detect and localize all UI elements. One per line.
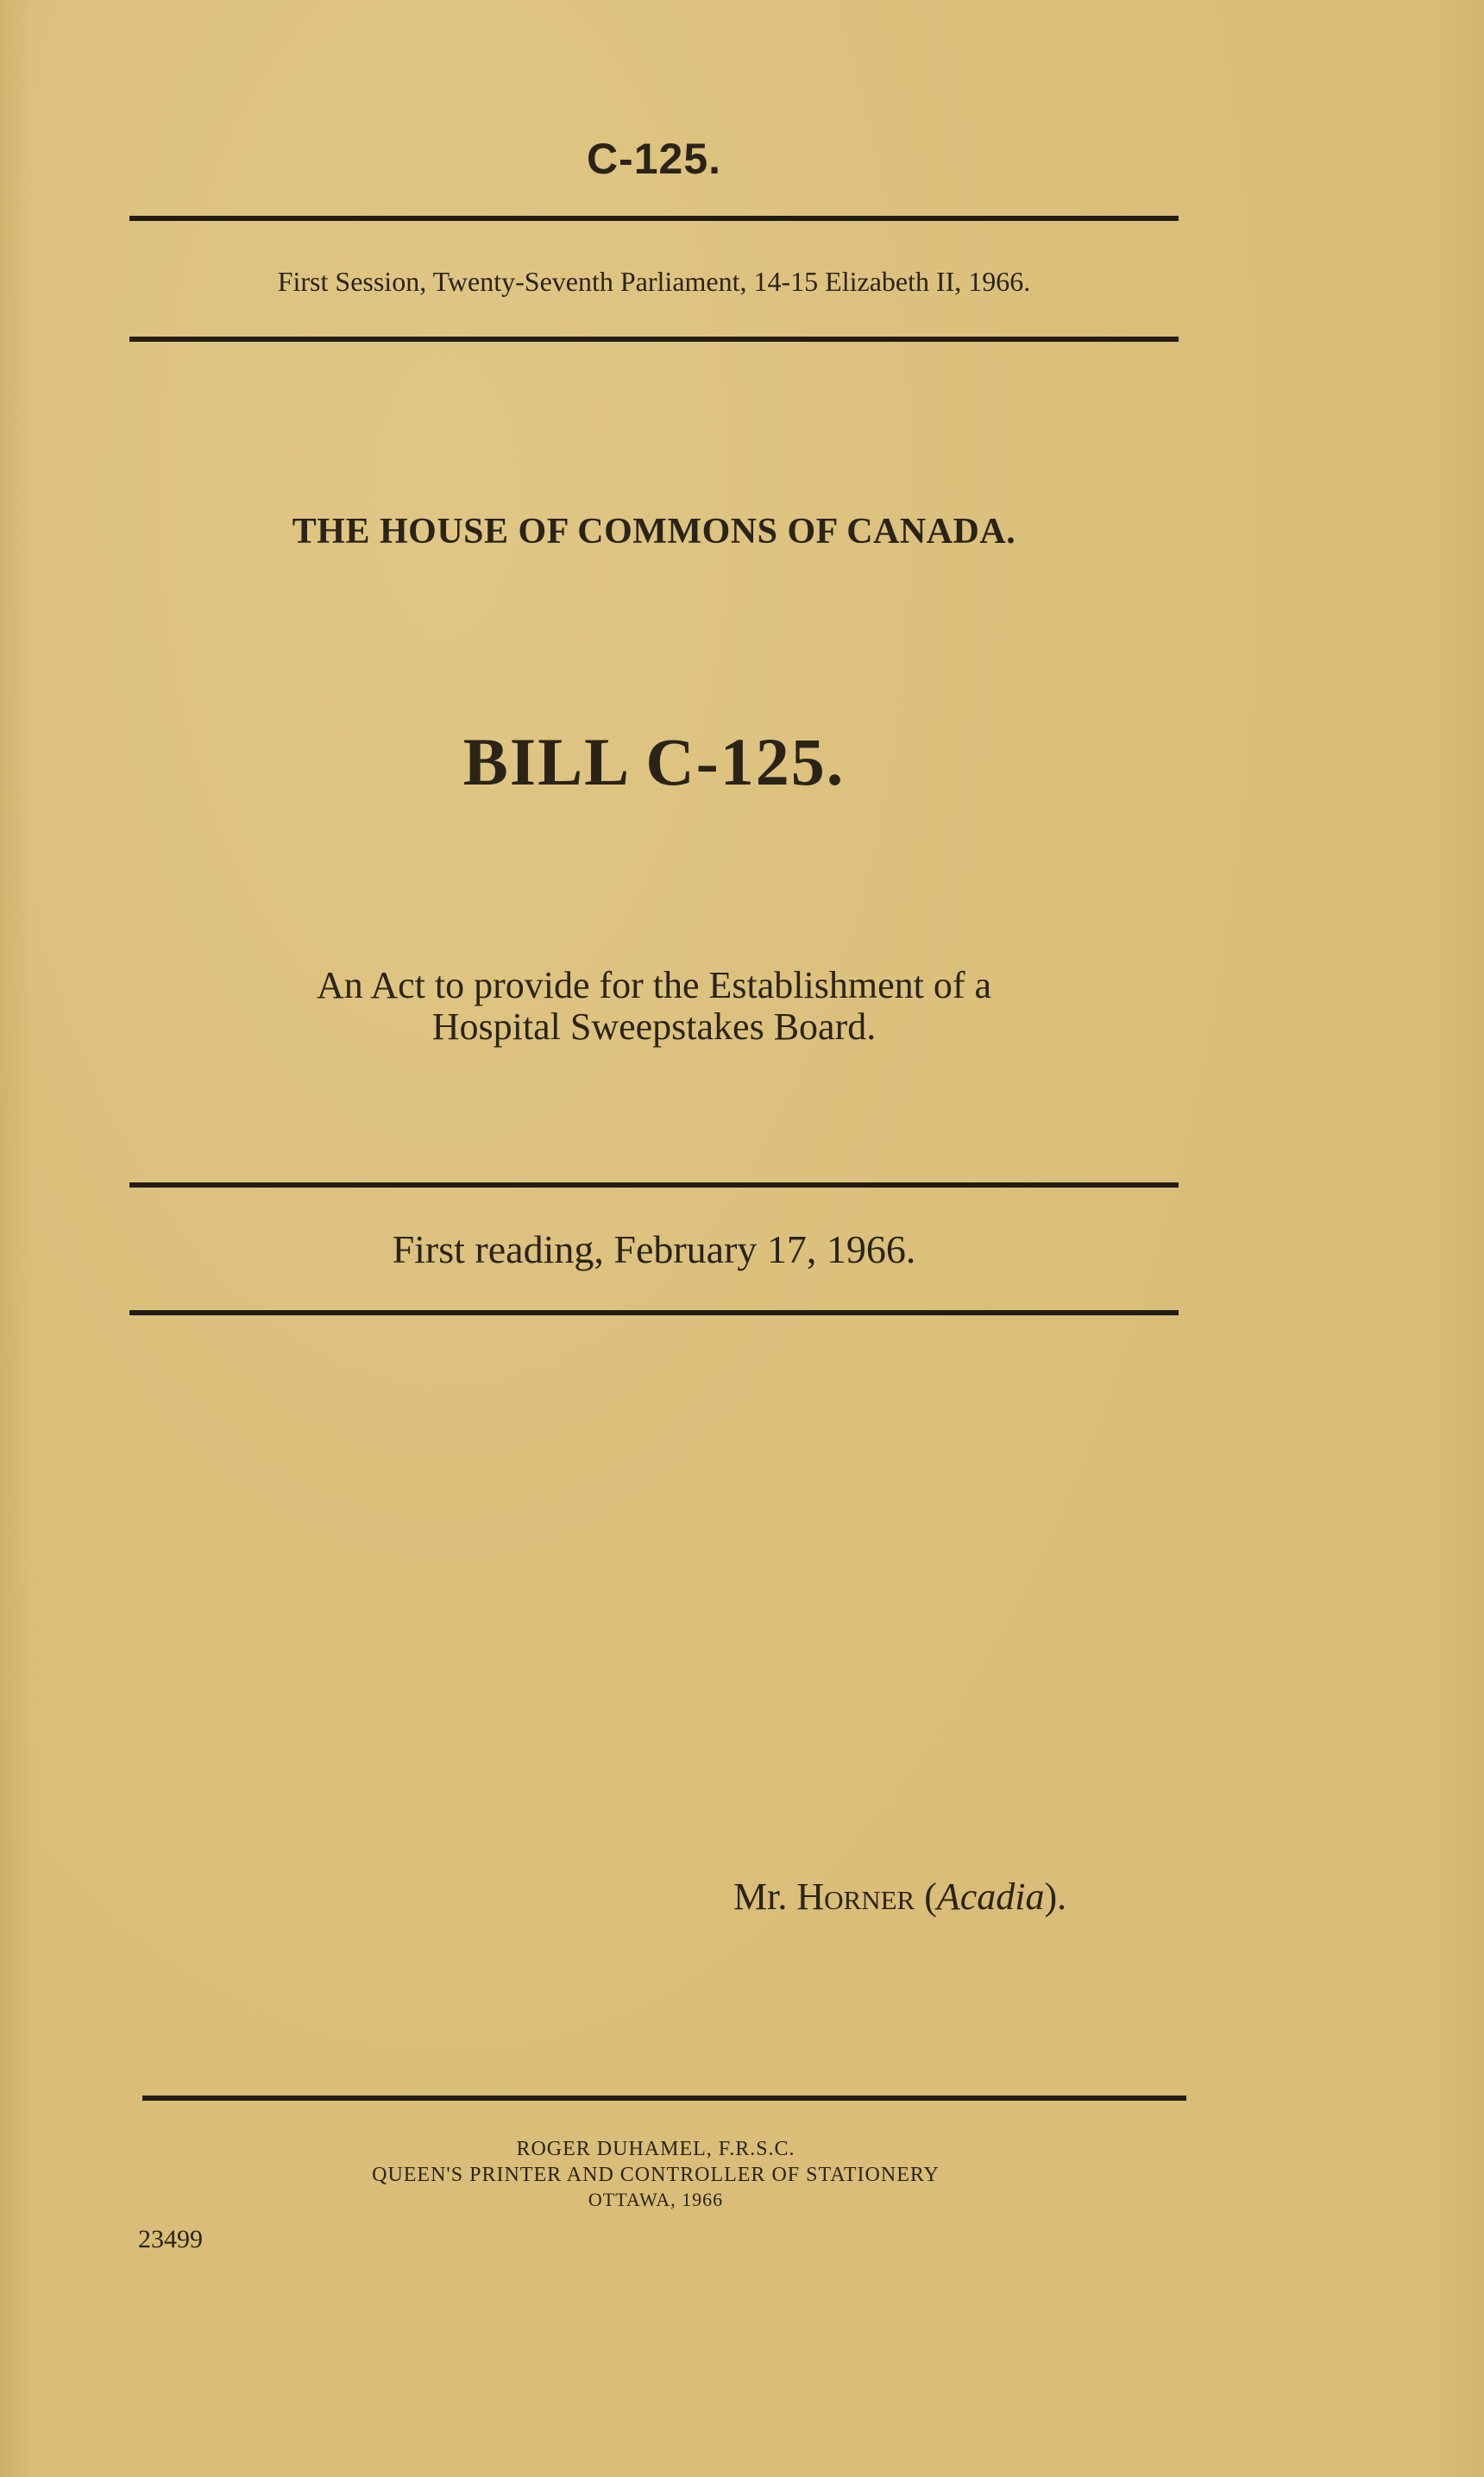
sponsor-open-paren: ( (915, 1875, 937, 1918)
imprint-city-year: OTTAWA, 1966 (588, 2189, 724, 2210)
session-line: First Session, Twenty-Seventh Parliament, 14-15 Elizabeth II, 1966. (277, 266, 1031, 297)
sponsor-riding: Acadia (936, 1875, 1045, 1918)
reading-top-rule (129, 1182, 1179, 1188)
sponsor-name: Horner (796, 1875, 915, 1918)
sponsor-prefix: Mr. (733, 1875, 797, 1918)
printer-imprint (224, 2136, 1087, 2212)
act-title-line-1: An Act to provide for the Establishment of a (316, 964, 992, 1006)
imprint-rule (142, 2096, 1186, 2101)
document-number: 23499 (138, 2225, 203, 2253)
bill-code-header: C-125. (586, 135, 722, 183)
session-rule (129, 337, 1179, 342)
sponsor-line (733, 1875, 1066, 1919)
act-title-line-2: Hospital Sweepstakes Board. (431, 1005, 877, 1048)
imprint-printer-title: QUEEN'S PRINTER AND CONTROLLER OF STATIONERY (372, 2164, 940, 2186)
bill-title: BILL C-125. (462, 724, 846, 799)
house-heading: THE HOUSE OF COMMONS OF CANADA. (292, 512, 1016, 551)
act-title (129, 965, 1179, 1047)
imprint-printer-name: ROGER DUHAMEL, F.R.S.C. (516, 2138, 795, 2160)
top-rule (129, 216, 1179, 221)
sponsor-close-paren: ). (1044, 1875, 1067, 1918)
reading-bottom-rule (129, 1310, 1179, 1315)
first-reading-line: First reading, February 17, 1966. (392, 1227, 916, 1271)
